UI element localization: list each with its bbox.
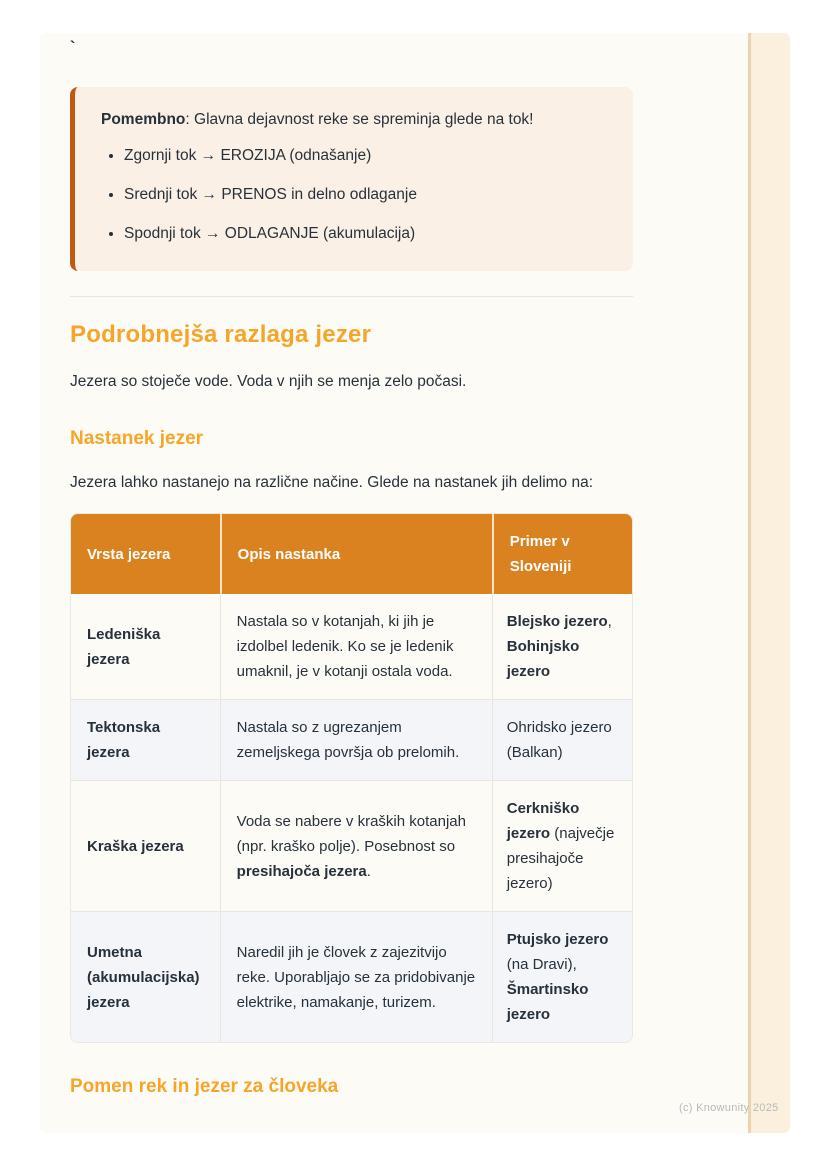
callout-title-line [101, 108, 609, 131]
table-cell [71, 911, 220, 1042]
table-cell [492, 699, 632, 780]
column-header-slovenia-example: Primer v Sloveniji [492, 514, 632, 594]
section-title-importance: Pomen rek in jezer za človeka [70, 1076, 339, 1097]
table-cell [492, 780, 632, 911]
table-cell [71, 594, 220, 699]
table-cell [220, 780, 492, 911]
table-cell-text: Umetna (akumulacijska) jezera [87, 943, 200, 1011]
table-row [71, 780, 632, 911]
table-cell-text: Ptujsko jezero [506, 931, 609, 948]
table-row [71, 594, 632, 699]
table-cell [492, 911, 632, 1042]
table-cell [492, 594, 632, 699]
table-cell-text: Tektonska jezera [87, 719, 161, 761]
table-cell-text: presihajoča jezera [236, 862, 367, 880]
table-cell [71, 699, 220, 780]
column-header-lake-type: Vrsta jezera [71, 514, 220, 594]
table-cell-text: Nastala so z ugrezanjem zemeljskega površja ob prelomih. [236, 719, 460, 761]
section-title-lakes: Podrobnejša razlaga jezer [70, 321, 372, 348]
table-cell-text: (na Dravi), [506, 956, 577, 973]
important-callout [70, 87, 633, 271]
lake-types-table-grid [71, 514, 632, 1042]
table-cell-text: (največje presihajoče jezero) [506, 825, 615, 892]
lake-formation-intro-paragraph: Jezera lahko nastanejo na različne načine. Glede na nastanek jih delimo na: [70, 474, 594, 491]
callout-list [101, 144, 609, 245]
stray-backtick: ` [70, 39, 76, 56]
table-cell-text: Ohridsko jezero (Balkan) [506, 719, 612, 761]
lake-types-table [70, 513, 633, 1043]
list-item: • Spodnji tok → ODLAGANJE (akumulacija) [124, 222, 609, 245]
table-cell-text: Blejsko jezero [506, 613, 608, 630]
section-divider [70, 296, 633, 297]
table-cell-text: Bohinjsko jezero [506, 638, 580, 680]
watermark: (c) Knowunity 2025 [679, 1102, 779, 1114]
callout-title-rest: : Glavna dejavnost reke se spreminja glede na tok! [185, 111, 534, 128]
document-page [40, 33, 790, 1133]
callout-title: Pomembno [101, 111, 186, 128]
table-cell-text: Cerkniško jezero [506, 800, 580, 842]
table-cell [220, 699, 492, 780]
table-cell [220, 594, 492, 699]
table-cell-text: Nastala so v kotanjah, ki jih je izdolbel ledenik. Ko se je ledenik umaknil, je v kotanji ostala voda. [236, 613, 454, 680]
table-header-row [71, 514, 632, 594]
table-cell [220, 911, 492, 1042]
table-row [71, 911, 632, 1042]
table-cell-text: Ledeniška jezera [87, 625, 161, 668]
table-cell-text: Šmartinsko jezero [506, 981, 589, 1023]
table-row [71, 699, 632, 780]
table-cell-text: , [607, 613, 612, 630]
table-body [71, 594, 632, 1042]
list-item: • Srednji tok → PRENOS in delno odlaganje [124, 183, 609, 206]
document-content [70, 33, 633, 1098]
subsection-title-lake-formation: Nastanek jezer [70, 428, 204, 449]
table-cell [71, 780, 220, 911]
lakes-intro-paragraph: Jezera so stoječe vode. Voda v njih se menja zelo počasi. [70, 373, 467, 390]
table-cell-text: Kraška jezera [87, 837, 184, 855]
table-cell-text: . [366, 862, 371, 880]
table-cell-text: Voda se nabere v kraških kotanjah (npr. kraško polje). Posebnost so [236, 812, 466, 855]
page-edge-stripe [748, 33, 790, 1133]
table-cell-text: Naredil jih je človek z zajezitvijo reke. Uporabljajo se za pridobivanje elektrike, namakanje, turizem. [236, 943, 476, 1011]
list-item: • Zgornji tok → EROZIJA (odnašanje) [124, 144, 609, 167]
column-header-formation-description: Opis nastanka [220, 514, 492, 594]
